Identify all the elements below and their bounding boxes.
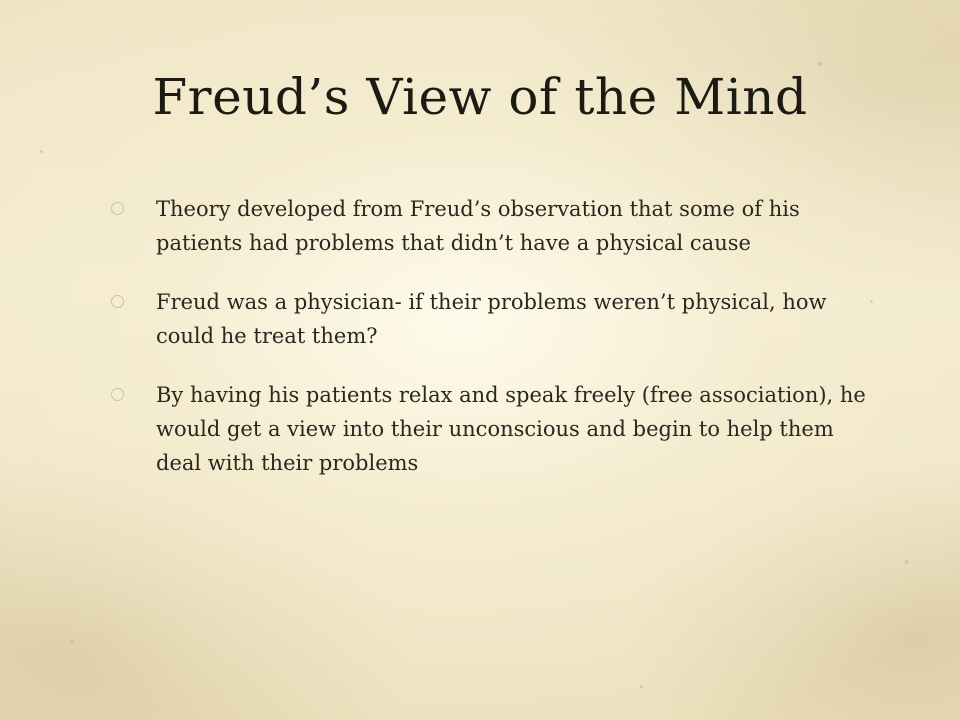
- parchment-speck: [40, 150, 43, 153]
- circle-bullet-icon: [111, 388, 124, 401]
- bullet-item: [108, 285, 868, 353]
- slide-title: Freud’s View of the Mind: [152, 68, 808, 126]
- bullet-text: Freud was a physician- if their problems weren’t physical, how could he treat them?: [156, 290, 827, 348]
- bullet-item: [108, 192, 868, 260]
- bullet-text: Theory developed from Freud’s observation that some of his patients had problems that didn’t have a physical cause: [156, 197, 800, 255]
- parchment-speck: [70, 640, 74, 643]
- parchment-speck: [640, 685, 643, 688]
- circle-bullet-icon: [111, 295, 124, 308]
- parchment-speck: [905, 560, 908, 564]
- bullet-item: [108, 378, 868, 480]
- circle-bullet-icon: [111, 202, 124, 215]
- parchment-speck: [870, 300, 873, 303]
- parchment-speck: [818, 62, 822, 66]
- bullet-text: By having his patients relax and speak freely (free association), he would get a view into their unconscious and begin to help them deal with their problems: [156, 383, 866, 475]
- bullet-list: [108, 192, 868, 505]
